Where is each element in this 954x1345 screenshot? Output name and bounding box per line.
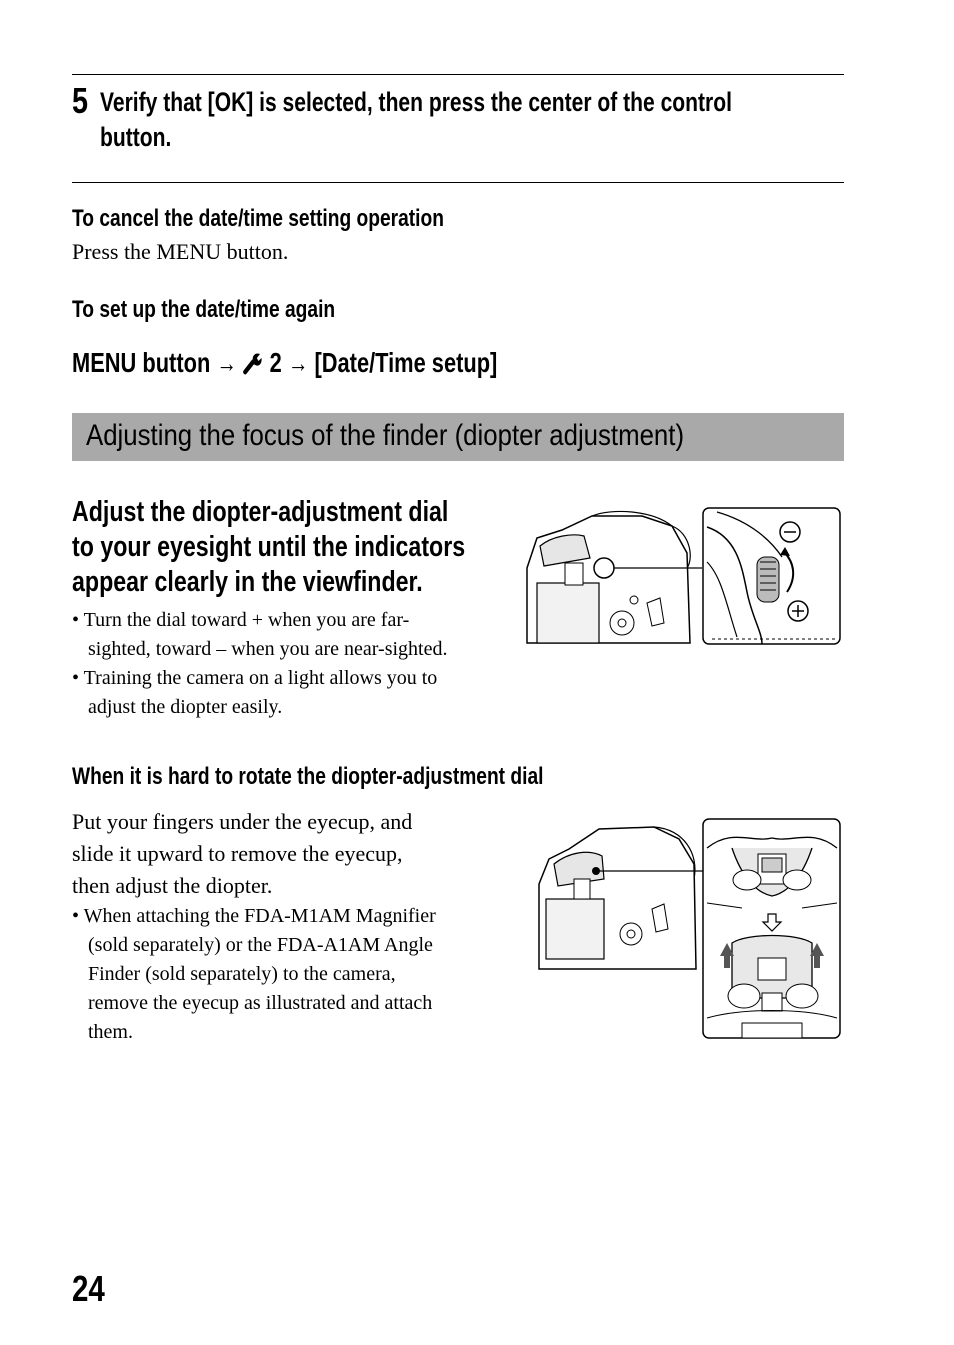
hard-body bbox=[72, 806, 412, 902]
eyecup-removal-illustration bbox=[702, 818, 842, 1040]
arrow-icon: → bbox=[287, 347, 309, 378]
body-line: Put your fingers under the eyecup, and bbox=[72, 809, 413, 834]
diopter-bullet-1 bbox=[72, 606, 448, 664]
cancel-text: Press the MENU button. bbox=[72, 239, 289, 264]
hard-bullet bbox=[72, 902, 436, 1047]
diopter-dial-detail bbox=[702, 507, 842, 647]
bullet-line: • Turn the dial toward + when you are far- bbox=[72, 609, 410, 631]
diopter-bullet-2 bbox=[72, 664, 437, 722]
bullet-line: • Training the camera on a light allows you to bbox=[72, 667, 438, 689]
bullet-line: • When attaching the FDA-M1AM Magnifier bbox=[72, 905, 436, 927]
diopter-heading-line-1: Adjust the diopter-adjustment dial bbox=[72, 496, 449, 528]
bullet-line: (sold separately) or the FDA-A1AM Angle bbox=[88, 934, 433, 956]
bullet-line: adjust the diopter easily. bbox=[88, 696, 283, 718]
date-time-setup-label: [Date/Time setup] bbox=[314, 347, 498, 378]
top-rule bbox=[72, 74, 844, 75]
menu-button-label: MENU button bbox=[72, 347, 211, 378]
again-heading: To set up the date/time again bbox=[72, 296, 336, 323]
step-text-line-2: button. bbox=[100, 122, 172, 152]
camera-eyecup-illustration bbox=[534, 824, 704, 974]
cancel-heading: To cancel the date/time setting operation bbox=[72, 205, 444, 232]
bullet-line: sighted, toward – when you are near-sighted. bbox=[88, 638, 448, 660]
setup-tab-number: 2 bbox=[269, 347, 282, 378]
arrow-icon: → bbox=[216, 347, 237, 378]
diopter-heading-line-3: appear clearly in the viewfinder. bbox=[72, 566, 423, 598]
menu-path bbox=[72, 347, 497, 379]
page-number: 24 bbox=[72, 1268, 105, 1309]
bullet-line: remove the eyecup as illustrated and attach bbox=[88, 992, 433, 1014]
bullet-line: Finder (sold separately) to the camera, bbox=[88, 963, 396, 985]
hard-heading: When it is hard to rotate the diopter-adjustment dial bbox=[72, 763, 544, 790]
wrench-icon bbox=[243, 350, 263, 376]
body-line: slide it upward to remove the eyecup, bbox=[72, 841, 403, 866]
section-title: Adjusting the focus of the finder (diopter adjustment) bbox=[86, 419, 685, 452]
step-text-line-1: Verify that [OK] is selected, then press the center of the control bbox=[100, 87, 732, 117]
body-line: then adjust the diopter. bbox=[72, 873, 273, 898]
section-title-band bbox=[72, 413, 844, 461]
step-bottom-rule bbox=[72, 182, 844, 183]
camera-back-illustration bbox=[522, 508, 702, 648]
diopter-heading-line-2: to your eyesight until the indicators bbox=[72, 531, 466, 563]
step-number: 5 bbox=[72, 80, 89, 121]
bullet-line: them. bbox=[88, 1021, 133, 1043]
